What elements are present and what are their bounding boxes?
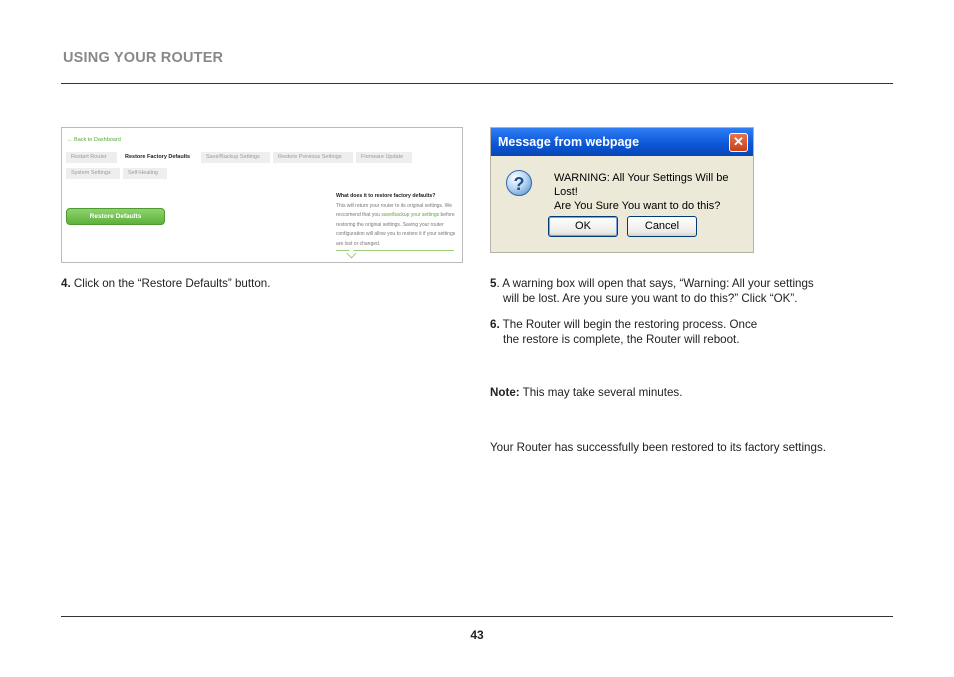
info-title: What does it to restore factory defaults?: [336, 193, 436, 199]
router-restore-screenshot: [61, 127, 463, 263]
warning-dialog-screenshot: [490, 127, 754, 253]
dialog-title: Message from webpage: [498, 135, 640, 149]
save-backup-link[interactable]: save/backup your settings: [381, 212, 440, 219]
question-icon: ?: [506, 170, 532, 196]
tab-restore-previous-settings[interactable]: Restore Previous Settings: [273, 152, 353, 163]
step-6: 6. The Router will begin the restoring process. Once the restore is complete, the Router will reboot.: [490, 318, 758, 346]
back-to-dashboard-link[interactable]: ← Back to Dashboard: [67, 137, 121, 143]
tab-restore-factory-defaults[interactable]: Restore Factory Defaults: [120, 152, 198, 163]
bottom-divider: [61, 616, 893, 617]
restore-defaults-button[interactable]: Restore Defaults: [66, 208, 165, 225]
dialog-message: WARNING: All Your Settings Will be Lost! Are You Sure You want to do this?: [554, 172, 729, 212]
ok-button[interactable]: OK: [548, 216, 618, 237]
success-message: Your Router has successfully been restored to its factory settings.: [490, 441, 826, 454]
step-4: 4. Click on the “Restore Defaults” button.: [61, 277, 271, 290]
tab-firmware-update[interactable]: Firmware Update: [356, 152, 412, 163]
tab-save-backup-settings[interactable]: Save/Backup Settings: [201, 152, 270, 163]
note: Note: This may take several minutes.: [490, 386, 683, 399]
tab-system-settings[interactable]: System Settings: [66, 168, 120, 179]
info-text: This will return your router to its original settings. We reccomend that you save/backup your settings before restoring the original settings. Saving your router configuration will allow you to restore it if your settings are lost or changed.: [336, 203, 456, 247]
dialog-title-bar: [491, 128, 753, 156]
page-number: 43: [470, 628, 484, 642]
tab-self-healing[interactable]: Self-Healing: [123, 168, 167, 179]
close-icon[interactable]: ✕: [729, 133, 748, 152]
tab-restart-router[interactable]: Restart Router: [66, 152, 117, 163]
top-divider: [61, 83, 893, 84]
step-5: 5. A warning box will open that says, “Warning: All your settings will be lost. Are you sure you want to do this?” Click “OK”.: [490, 277, 814, 305]
cancel-button[interactable]: Cancel: [627, 216, 697, 237]
section-header: USING YOUR ROUTER: [63, 50, 224, 66]
